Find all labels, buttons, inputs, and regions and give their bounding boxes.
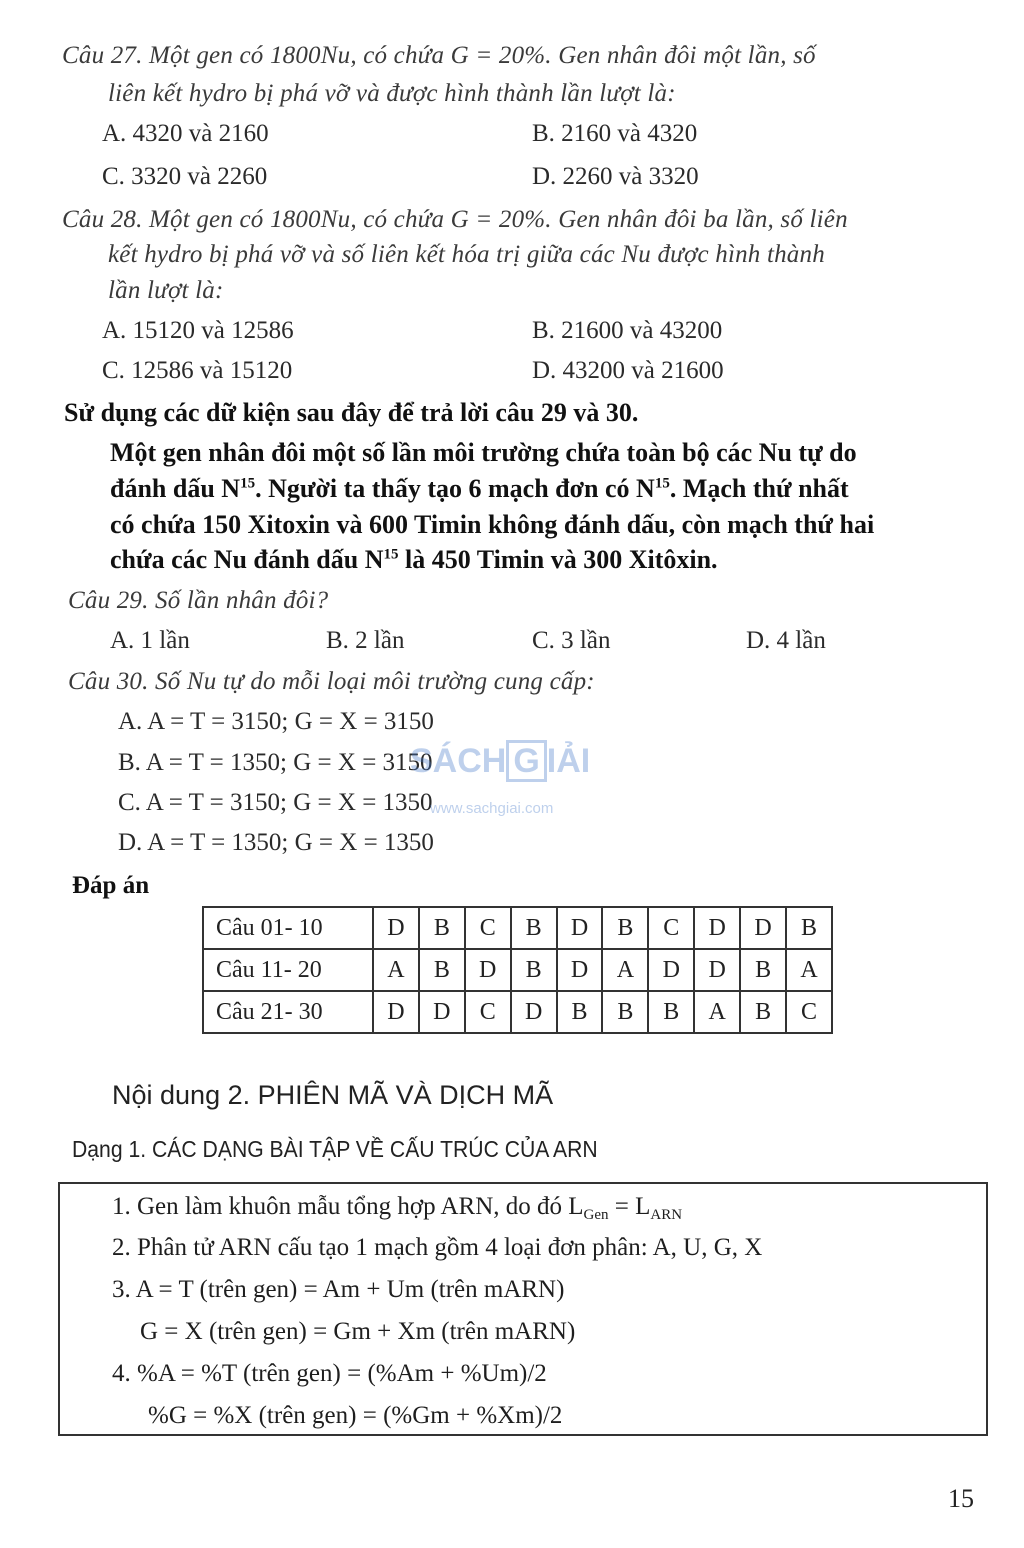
- answer-cell: D: [419, 991, 465, 1033]
- q27-line2: liên kết hydro bị phá vỡ và được hình thành lần lượt là:: [108, 80, 676, 107]
- answer-row-label: Câu 11- 20: [203, 949, 373, 991]
- answer-cell: D: [740, 907, 786, 949]
- answer-cell: B: [602, 907, 648, 949]
- context-line3: có chứa 150 Xitoxin và 600 Timin không đánh dấu, còn mạch thứ hai: [110, 510, 875, 539]
- q30-option-b: B. A = T = 1350; G = X = 3150: [118, 749, 433, 776]
- formula-line-4: G = X (trên gen) = Gm + Xm (trên mARN): [140, 1318, 576, 1345]
- q30-option-d: D. A = T = 1350; G = X = 1350: [118, 829, 434, 856]
- answer-cell: B: [740, 949, 786, 991]
- context-line2: đánh dấu $N^{15}$. Người ta thấy tạo 6 mạch đơn có $N^{15}$. Mạch thứ nhất: [110, 474, 849, 503]
- page-number: 15: [948, 1484, 974, 1513]
- formula-line-3: 3. A = T (trên gen) = Am + Um (trên mARN): [112, 1276, 565, 1303]
- answer-cell: D: [648, 949, 694, 991]
- answer-cell: D: [557, 949, 603, 991]
- answer-cell: D: [694, 949, 740, 991]
- answer-cell: B: [786, 907, 832, 949]
- q29-option-d: D. 4 lần: [746, 627, 826, 654]
- answer-cell: B: [419, 949, 465, 991]
- context-line4: chứa các Nu đánh dấu $N^{15}$ là 450 Timin và 300 Xitôxin.: [110, 545, 718, 574]
- q28-option-d: D. 43200 và 21600: [532, 357, 724, 384]
- answer-cell: B: [602, 991, 648, 1033]
- section-subtitle: Dạng 1. CÁC DẠNG BÀI TẬP VỀ CẤU TRÚC CỦA ARN: [72, 1136, 598, 1162]
- answer-row-label: Câu 01- 10: [203, 907, 373, 949]
- answer-cell: A: [373, 949, 419, 991]
- q29-option-c: C. 3 lần: [532, 627, 611, 654]
- answer-cell: C: [648, 907, 694, 949]
- section-title: Nội dung 2. PHIÊN MÃ VÀ DỊCH MÃ: [112, 1080, 554, 1110]
- q30-option-c: C. A = T = 3150; G = X = 1350: [118, 789, 433, 816]
- answer-cell: C: [465, 991, 511, 1033]
- answer-cell: A: [786, 949, 832, 991]
- q27-option-c: C. 3320 và 2260: [102, 163, 268, 190]
- q30-option-a: A. A = T = 3150; G = X = 3150: [118, 708, 434, 735]
- formula-line-6: %G = %X (trên gen) = (%Gm + %Xm)/2: [148, 1402, 563, 1429]
- answer-cell: A: [602, 949, 648, 991]
- formula-line-2: 2. Phân tử ARN cấu tạo 1 mạch gồm 4 loại đơn phân: A, U, G, X: [112, 1234, 763, 1261]
- answer-cell: B: [419, 907, 465, 949]
- q29-option-b: B. 2 lần: [326, 627, 405, 654]
- answer-row-2: [203, 949, 832, 991]
- watermark-url: www.sachgiai.com: [430, 800, 554, 817]
- answer-cell: B: [740, 991, 786, 1033]
- formula-line-1: 1. Gen làm khuôn mẫu tổng hợp ARN, do đó $L_{Gen} = L_{ARN}$: [112, 1193, 683, 1223]
- q29-stem: Câu 29. Số lần nhân đôi?: [68, 587, 329, 614]
- q28-option-c: C. 12586 và 15120: [102, 357, 293, 384]
- q28-line1: Câu 28. Một gen có 1800Nu, có chứa G = 20%. Gen nhân đôi ba lần, số liên: [62, 206, 848, 233]
- answer-cell: D: [694, 907, 740, 949]
- q30-stem: Câu 30. Số Nu tự do mỗi loại môi trường cung cấp:: [68, 668, 595, 695]
- q27-line1: Câu 27. Một gen có 1800Nu, có chứa G = 20%. Gen nhân đôi một lần, số: [62, 42, 816, 69]
- answer-cell: C: [465, 907, 511, 949]
- q27-option-d: D. 2260 và 3320: [532, 163, 699, 190]
- answer-cell: B: [511, 949, 557, 991]
- q27-option-b: B. 2160 và 4320: [532, 120, 698, 147]
- answer-row-3: [203, 991, 832, 1033]
- formula-line-5: 4. %A = %T (trên gen) = (%Am + %Um)/2: [112, 1360, 547, 1387]
- answer-cell: D: [465, 949, 511, 991]
- answer-cell: B: [648, 991, 694, 1033]
- answer-cell: A: [694, 991, 740, 1033]
- answer-row-label: Câu 21- 30: [203, 991, 373, 1033]
- answer-cell: D: [511, 991, 557, 1033]
- answers-heading: Đáp án: [72, 872, 150, 899]
- q28-line3: lần lượt là:: [108, 277, 224, 304]
- q27-option-a: A. 4320 và 2160: [102, 120, 269, 147]
- answer-cell: D: [373, 991, 419, 1033]
- q28-line2: kết hydro bị phá vỡ và số liên kết hóa trị giữa các Nu được hình thành: [108, 241, 825, 268]
- answer-row-1: [203, 907, 832, 949]
- context-intro: Sử dụng các dữ kiện sau đây để trả lời câu 29 và 30.: [64, 398, 639, 427]
- watermark-logo: SÁCH G IẢI: [410, 742, 591, 780]
- answer-cell: D: [557, 907, 603, 949]
- answer-cell: C: [786, 991, 832, 1033]
- answer-cell: B: [557, 991, 603, 1033]
- answer-cell: D: [373, 907, 419, 949]
- q29-option-a: A. 1 lần: [110, 627, 190, 654]
- context-line1: Một gen nhân đôi một số lần môi trường chứa toàn bộ các Nu tự do: [110, 438, 857, 467]
- answer-cell: B: [511, 907, 557, 949]
- q28-option-a: A. 15120 và 12586: [102, 317, 294, 344]
- answer-table: [202, 906, 833, 1034]
- q28-option-b: B. 21600 và 43200: [532, 317, 723, 344]
